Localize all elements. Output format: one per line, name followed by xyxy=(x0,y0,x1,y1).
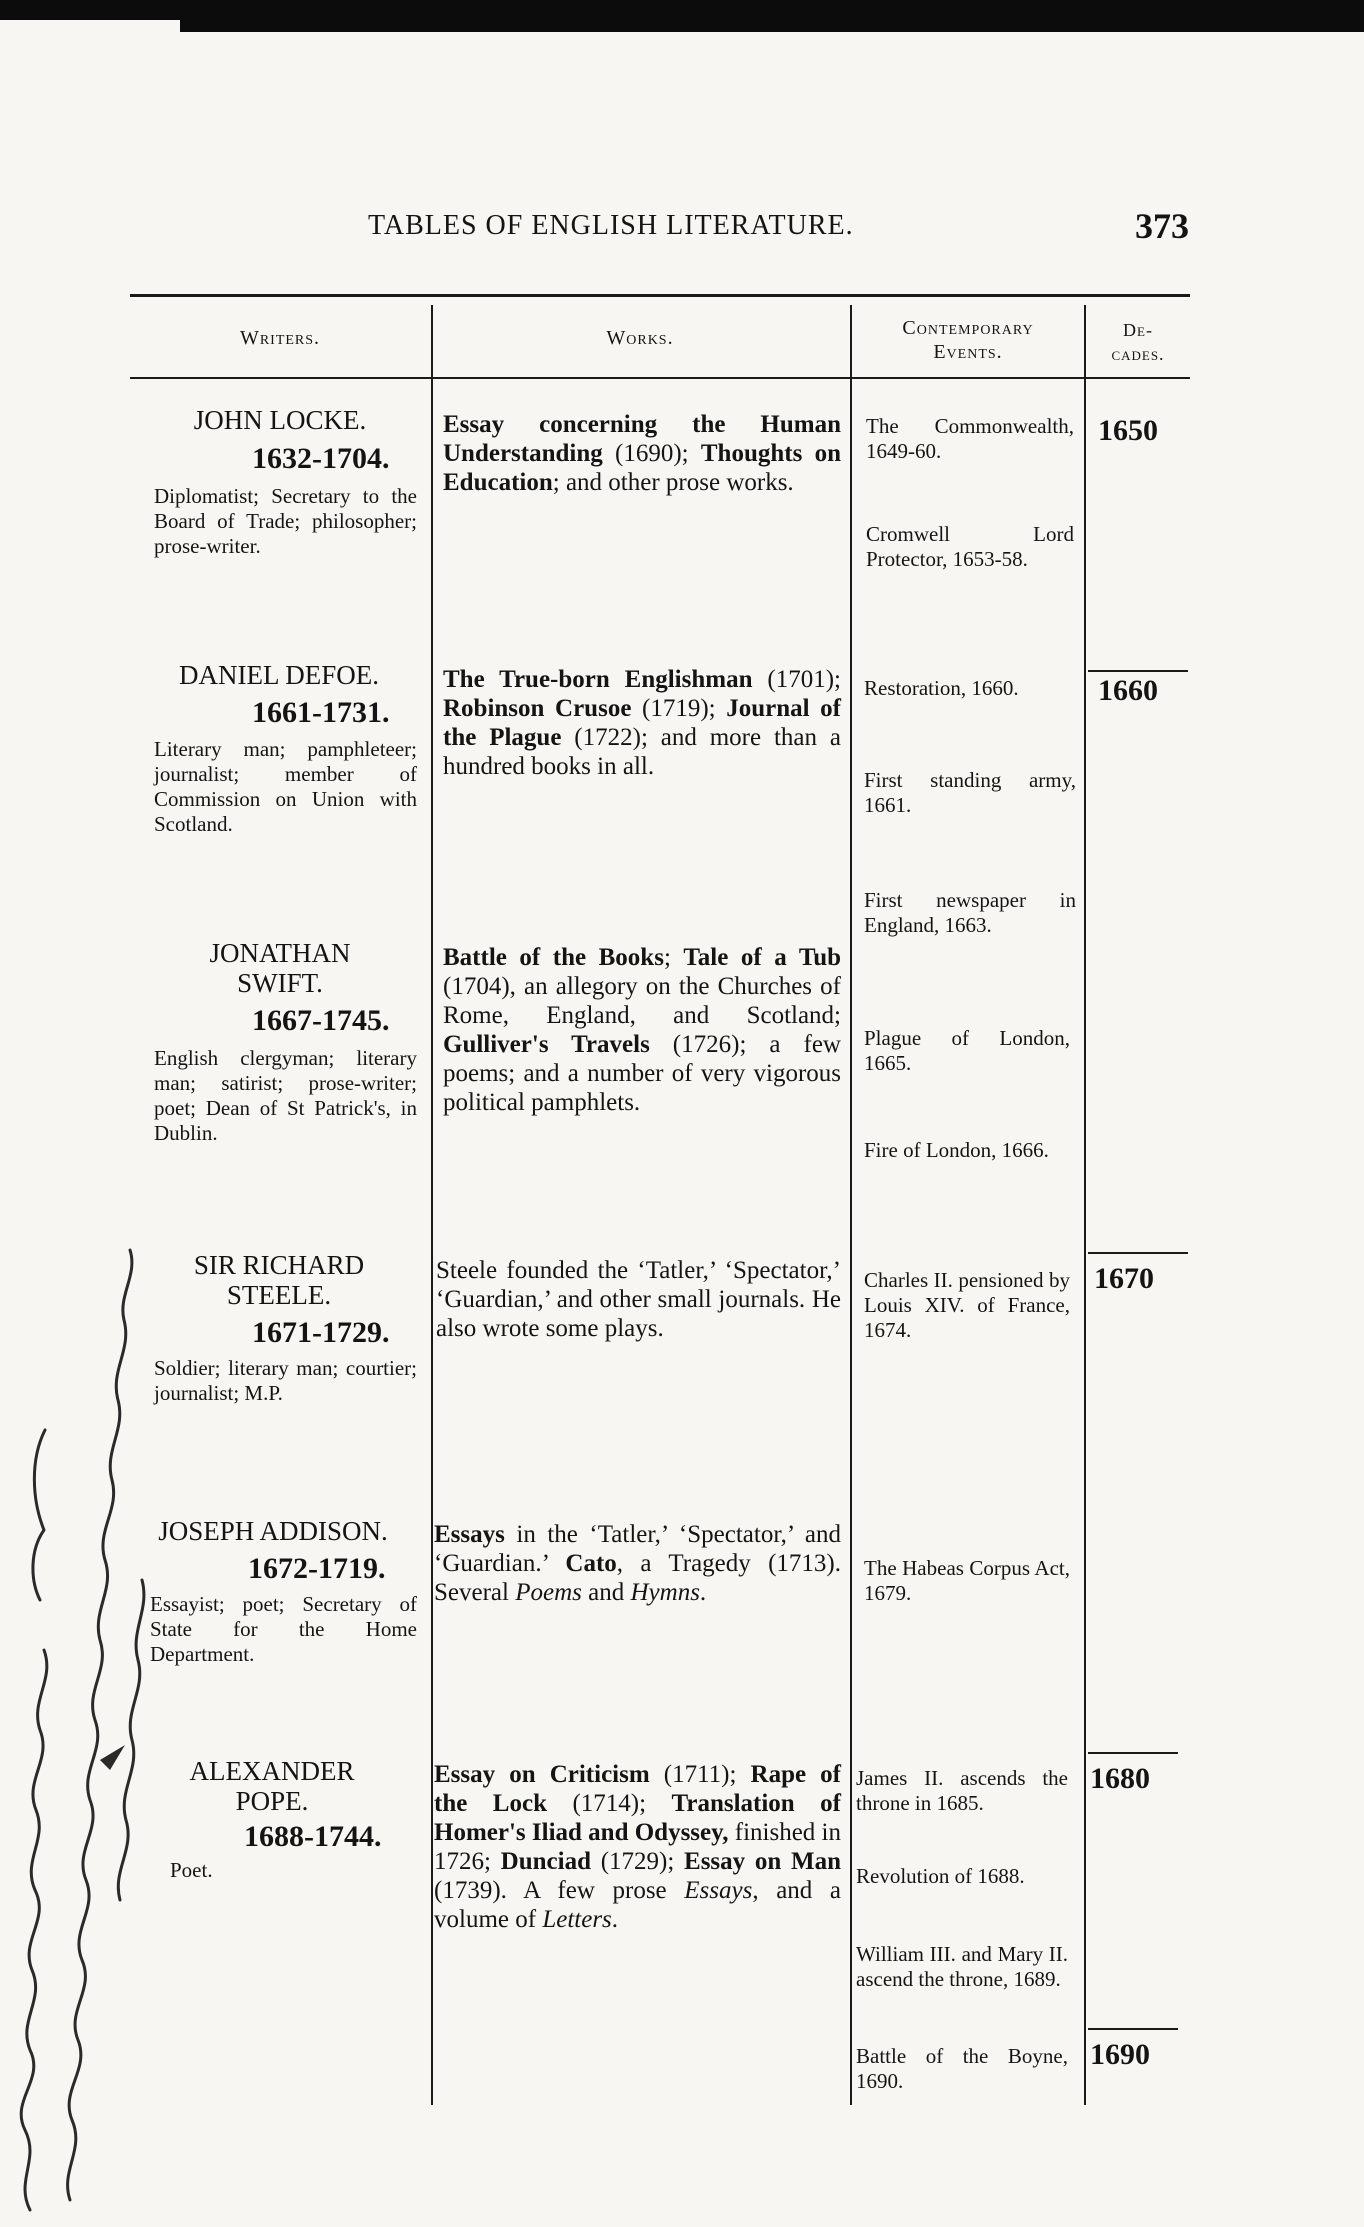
works-text-run: Battle of the Books xyxy=(443,944,664,971)
scan-top-edge xyxy=(0,0,1364,20)
works-entry xyxy=(436,1256,841,1343)
scan-top-shadow xyxy=(180,20,1364,32)
works-text-run: Essay on Man xyxy=(684,1848,841,1875)
col-header-decades-line1: De- xyxy=(1123,320,1153,340)
works-text-run: (1719); xyxy=(631,695,727,722)
col-header-decades xyxy=(1090,318,1186,366)
writer-dates: 1688-1744. xyxy=(244,1820,382,1853)
event-item: Charles II. pensioned by Louis XIV. of France, 1674. xyxy=(864,1268,1070,1342)
writer-description: English clergyman; literary man; satirist; prose-writer; poet; Dean of St Patrick's, in Dublin. xyxy=(154,1046,417,1145)
works-text-run: Gulliver's Travels xyxy=(443,1031,650,1058)
works-text-run: in the ‘Tatler,’ ‘Spectator,’ and ‘Guardian.’ xyxy=(434,1521,841,1577)
decade-label: 1650 xyxy=(1098,414,1158,447)
works-entry xyxy=(443,410,841,497)
writer-description: Poet. xyxy=(170,1858,213,1882)
works-text-run: Essay concerning the Human Understanding xyxy=(443,411,841,467)
col-header-works: Works. xyxy=(606,327,674,349)
header-bottom-rule xyxy=(130,377,1190,379)
writer-dates: 1672-1719. xyxy=(248,1552,386,1585)
writer-dates: 1671-1729. xyxy=(252,1316,390,1349)
event-item: First newspaper in England, 1663. xyxy=(864,888,1076,937)
works-text-run: Steele founded the ‘Tatler,’ ‘Spectator,’ ‘Guardian,’ and other small journals. He also wrote some plays. xyxy=(436,1257,841,1342)
event-item: William III. and Mary II. ascend the throne, 1689. xyxy=(856,1942,1068,1991)
works-text-run: (1714); xyxy=(546,1790,672,1817)
works-text-run: ; xyxy=(663,944,684,971)
event-item: First standing army, 1661. xyxy=(864,768,1076,817)
works-text-run: , and a volume of xyxy=(434,1877,841,1933)
works-text-run: Tale of a Tub xyxy=(683,944,842,971)
col-divider-3 xyxy=(1084,305,1086,2105)
works-text-run: , a Tragedy (1713). Several xyxy=(434,1550,841,1606)
writer-name xyxy=(148,1250,410,1310)
col-header-events-line2: Events. xyxy=(933,341,1003,363)
works-text-run: ; and other prose works. xyxy=(552,469,794,496)
writer-name xyxy=(160,938,400,998)
works-text-run: Poems xyxy=(515,1579,582,1606)
table-top-rule xyxy=(130,294,1190,297)
col-divider-2 xyxy=(850,305,852,2105)
works-entry xyxy=(434,1520,841,1607)
works-text-run: (1711); xyxy=(649,1761,751,1788)
event-item: Restoration, 1660. xyxy=(864,676,1019,700)
works-entry xyxy=(443,665,841,781)
event-item: The Habeas Corpus Act, 1679. xyxy=(864,1556,1070,1605)
event-item: The Commonwealth, 1649-60. xyxy=(866,414,1074,463)
writer-name-line2: STEELE. xyxy=(226,1280,332,1310)
col-header-decades-line2: cades. xyxy=(1111,344,1165,364)
works-entry xyxy=(434,1760,841,1934)
event-item: Battle of the Boyne, 1690. xyxy=(856,2044,1068,2093)
works-text-run: Dunciad xyxy=(500,1848,591,1875)
writer-description: Soldier; literary man; courtier; journalist; M.P. xyxy=(154,1356,417,1405)
works-text-run: Essay on Criticism xyxy=(434,1761,650,1788)
decade-label: 1670 xyxy=(1094,1262,1154,1295)
works-text-run: (1739). A few prose xyxy=(434,1877,685,1904)
decade-label: 1680 xyxy=(1090,1762,1150,1795)
works-text-run: finished in 1726; xyxy=(434,1819,841,1875)
works-text-run: (1690); xyxy=(602,440,701,467)
event-item: Fire of London, 1666. xyxy=(864,1138,1049,1162)
works-text-run: and xyxy=(581,1579,631,1606)
event-item: Revolution of 1688. xyxy=(856,1864,1025,1888)
decade-label: 1690 xyxy=(1090,2038,1150,2071)
writer-dates: 1667-1745. xyxy=(252,1004,390,1037)
works-text-run: The True-born Englishman xyxy=(443,666,753,693)
handwritten-annotation xyxy=(0,1200,180,2227)
works-text-run: (1729); xyxy=(590,1848,685,1875)
decade-rule-1680 xyxy=(1088,1752,1178,1754)
decade-rule-1670 xyxy=(1088,1252,1188,1254)
writer-name-line1: JONATHAN xyxy=(209,938,351,968)
works-text-run: Rape of the Lock xyxy=(434,1761,841,1817)
writer-description: Literary man; pamphleteer; journalist; member of Commission on Union with Scotland. xyxy=(154,737,417,836)
writer-name-line1: SIR RICHARD xyxy=(193,1250,365,1280)
works-text-run: (1722); and more than a hundred books in all. xyxy=(443,724,841,780)
writer-name: JOHN LOCKE. xyxy=(193,405,367,435)
decade-label: 1660 xyxy=(1098,674,1158,707)
works-text-run: (1701); xyxy=(752,666,841,693)
writer-description: Diplomatist; Secretary to the Board of Trade; philosopher; prose-writer. xyxy=(154,484,417,558)
works-entry xyxy=(443,943,841,1117)
writer-name-line2: SWIFT. xyxy=(237,968,323,998)
decade-rule-1660 xyxy=(1088,670,1188,672)
works-text-run: Essays xyxy=(684,1877,753,1904)
page-number: 373 xyxy=(1135,206,1189,246)
works-text-run: (1726); a few poems; and a number of very vigorous political pamphlets. xyxy=(443,1031,841,1116)
writer-name xyxy=(152,1756,392,1816)
works-text-run: Robinson Crusoe xyxy=(443,695,632,722)
works-text-run: Journal of the Plague xyxy=(443,695,841,751)
writer-name: DANIEL DEFOE. xyxy=(179,660,379,690)
decade-rule-1690 xyxy=(1088,2028,1178,2030)
works-text-run: (1704), an allegory on the Churches of Rome, England, and Scotland; xyxy=(443,973,841,1029)
writer-dates: 1632-1704. xyxy=(252,442,390,475)
writer-name: JOSEPH ADDISON. xyxy=(158,1516,388,1546)
works-text-run: Translation of Homer's Iliad and Odyssey, xyxy=(434,1790,841,1846)
writer-dates: 1661-1731. xyxy=(252,696,390,729)
writer-name-line2: POPE. xyxy=(235,1786,309,1816)
col-divider-1 xyxy=(431,305,433,2105)
works-text-run: Thoughts on Education xyxy=(443,440,841,496)
col-header-writers: Writers. xyxy=(239,327,321,349)
event-item: Plague of London, 1665. xyxy=(864,1026,1070,1075)
event-item: Cromwell Lord Protector, 1653-58. xyxy=(866,522,1074,571)
works-text-run: Essays xyxy=(434,1521,505,1548)
event-item: James II. ascends the throne in 1685. xyxy=(856,1766,1068,1815)
writer-description: Essayist; poet; Secretary of State for the Home Department. xyxy=(150,1592,417,1666)
works-text-run: Hymns xyxy=(630,1579,700,1606)
works-text-run: . xyxy=(699,1579,707,1606)
works-text-run: . xyxy=(611,1906,619,1933)
works-text-run: Cato xyxy=(565,1550,617,1577)
col-header-events xyxy=(858,316,1078,364)
writer-name-line1: ALEXANDER xyxy=(189,1756,355,1786)
page-title: TABLES OF ENGLISH LITERATURE. xyxy=(368,210,854,241)
col-header-events-line1: Contemporary xyxy=(902,317,1034,339)
works-text-run: Letters xyxy=(542,1906,612,1933)
